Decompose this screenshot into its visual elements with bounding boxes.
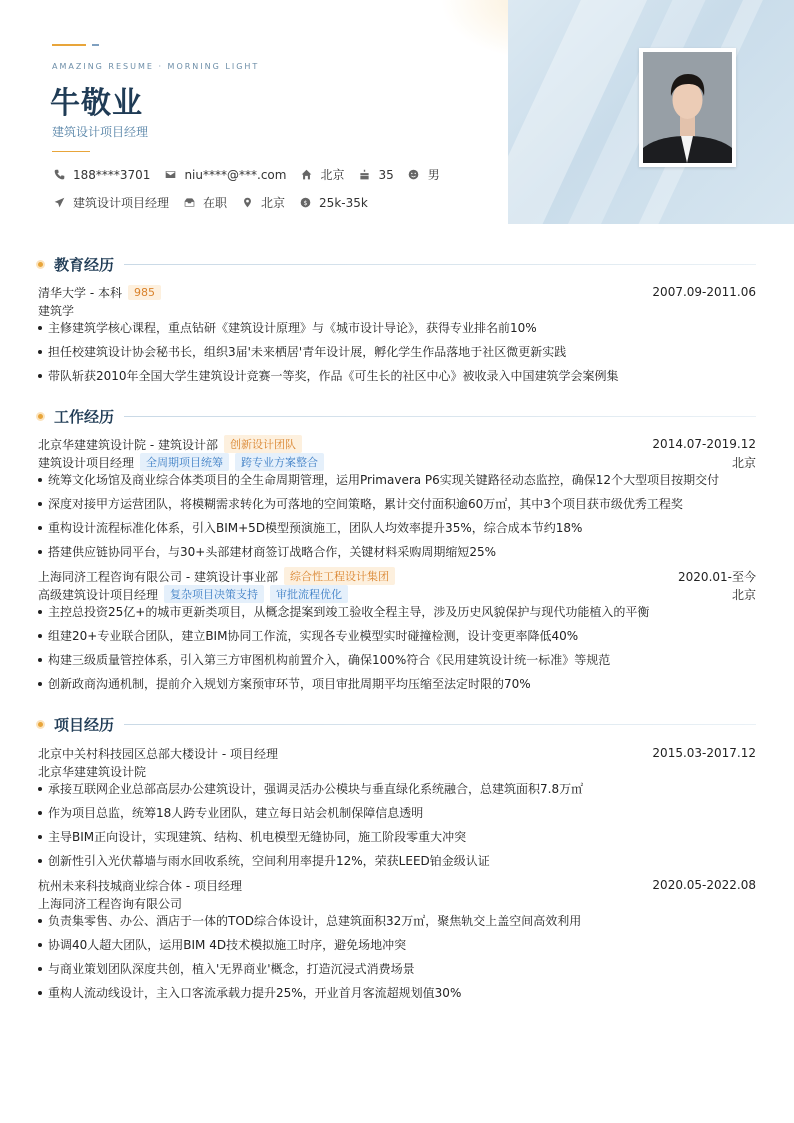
project-entry <box>38 744 756 876</box>
list-item: 搭建供应链协同平台，与30+头部建材商签订战略合作，关键材料采购周期缩短25% <box>38 543 756 567</box>
list-item: 主导BIM正向设计，实现建筑、结构、机电模型无缝协同，施工阶段零重大冲突 <box>38 828 756 852</box>
project-date: 2015.03-2017.12 <box>652 746 756 760</box>
status-item <box>182 194 227 211</box>
school-name: 清华大学 - 本科 <box>38 285 122 300</box>
work-entry <box>38 567 756 699</box>
section-dot <box>36 720 45 729</box>
company-tag: 综合性工程设计集团 <box>284 567 395 585</box>
job-location: 北京 <box>731 455 756 470</box>
candidate-name: 牛敬业 <box>50 86 143 121</box>
section-dot <box>36 260 45 269</box>
list-item: 主控总投资25亿+的城市更新类项目，从概念提案到竣工验收全程主导，涉及历史风貌保护与现代功能植入的平衡 <box>38 603 756 627</box>
salary-item <box>298 196 368 210</box>
education-section-header <box>36 254 756 275</box>
list-item: 作为项目总监，统筹18人跨专业团队，建立每日站会机制保障信息透明 <box>38 804 756 828</box>
candidate-title: 建筑设计项目经理 <box>52 125 149 139</box>
job-position: 高级建筑设计项目经理 <box>38 587 159 602</box>
city-text: 北京 <box>320 168 345 182</box>
title-underline <box>52 151 90 152</box>
status-text: 在职 <box>203 196 228 210</box>
intent-city-text: 北京 <box>261 196 286 210</box>
company-name: 上海同济工程咨询有限公司 - 建筑设计事业部 <box>38 569 278 584</box>
list-item: 创新性引入光伏幕墙与雨水回收系统，空间利用率提升12%，荣获LEED铂金级认证 <box>38 852 756 876</box>
job-location: 北京 <box>731 587 756 602</box>
skill-tag: 复杂项目决策支持 <box>164 585 264 603</box>
job-date: 2020.01-至今 <box>678 569 756 584</box>
cake-icon <box>357 168 371 182</box>
svg-text:$: $ <box>303 199 308 207</box>
section-divider <box>124 416 756 417</box>
work-section-header <box>36 406 756 427</box>
project-entry <box>38 876 756 1008</box>
list-item: 深度对接甲方运营团队，将模糊需求转化为可落地的空间策略，累计交付面积逾60万㎡，其中3个项目获市级优秀工程奖 <box>38 495 756 519</box>
list-item: 构建三级质量管控体系，引入第三方审图机构前置介入，确保100%符合《民用建筑设计统一标准》等规范 <box>38 651 756 675</box>
email-item <box>163 168 286 182</box>
list-item: 统筹文化场馆及商业综合体类项目的全生命周期管理，运用Primavera P6实现关键路径动态监控，确保12个大型项目按期交付 <box>38 471 756 495</box>
age-text: 35 <box>378 167 394 182</box>
phone-icon <box>52 168 66 182</box>
education-entry <box>38 283 756 391</box>
section-divider <box>124 724 756 725</box>
list-item: 协调40人超大团队，运用BIM 4D技术模拟施工时序，避免场地冲突 <box>38 936 756 960</box>
resume-header <box>0 0 794 224</box>
mail-icon <box>163 168 177 182</box>
skill-tag: 审批流程优化 <box>270 585 348 603</box>
project-org: 北京华建建筑设计院 <box>38 764 147 779</box>
list-item: 与商业策划团队深度共创，植入'无界商业'概念，打造沉浸式消费场景 <box>38 960 756 984</box>
location-icon <box>240 196 254 210</box>
profile-photo <box>643 52 732 163</box>
school-tag: 985 <box>128 285 161 300</box>
work-entry <box>38 435 756 567</box>
project-date: 2020.05-2022.08 <box>652 878 756 892</box>
list-item: 重构设计流程标准化体系，引入BIM+5D模型预演施工，团队人均效率提升35%，综合成本节约18% <box>38 519 756 543</box>
section-title: 工作经历 <box>54 408 115 426</box>
list-item: 主修建筑学核心课程，重点钻研《建筑设计原理》与《城市设计导论》，获得专业排名前10% <box>38 319 756 343</box>
intent-position-item <box>52 194 169 211</box>
age-item <box>357 168 393 182</box>
job-date: 2014.07-2019.12 <box>652 437 756 451</box>
major: 建筑学 <box>38 303 75 318</box>
skill-tag: 跨专业方案整合 <box>235 453 324 471</box>
email-text: niu****@***.com <box>184 167 287 182</box>
section-divider <box>124 264 756 265</box>
contact-info-row <box>52 166 453 183</box>
phone-text: 188****3701 <box>73 167 151 182</box>
intent-city-item <box>240 194 285 211</box>
project-org: 上海同济工程咨询有限公司 <box>38 896 183 911</box>
education-date: 2007.09-2011.06 <box>652 285 756 299</box>
company-name: 北京华建建筑设计院 - 建筑设计部 <box>38 437 218 452</box>
money-icon <box>298 196 312 210</box>
list-item: 负责集零售、办公、酒店于一体的TOD综合体设计，总建筑面积32万㎡，聚焦轨交上盖空间高效利用 <box>38 912 756 936</box>
job-intent-row <box>52 194 381 211</box>
face-icon <box>407 168 421 182</box>
list-item: 带队斩获2010年全国大学生建筑设计竞赛一等奖，作品《可生长的社区中心》被收录入中国建筑学会案例集 <box>38 367 756 391</box>
decorative-lines <box>52 34 99 53</box>
section-title: 教育经历 <box>54 256 115 274</box>
skill-tag: 全周期项目统筹 <box>140 453 229 471</box>
list-item: 重构人流动线设计，主入口客流承载力提升25%，开业首月客流超规划值30% <box>38 984 756 1008</box>
city-item <box>299 166 344 183</box>
list-item: 承接互联网企业总部高层办公建筑设计，强调灵活办公模块与垂直绿化系统融合，总建筑面积7.8万㎡ <box>38 780 756 804</box>
intent-position-text: 建筑设计项目经理 <box>73 196 170 210</box>
section-title: 项目经历 <box>54 716 115 734</box>
profile-photo-frame <box>639 48 736 167</box>
project-name: 北京中关村科技园区总部大楼设计 - 项目经理 <box>38 746 278 761</box>
gender-item <box>407 166 440 183</box>
section-dot <box>36 412 45 421</box>
send-icon <box>52 196 66 210</box>
phone-item <box>52 168 150 182</box>
list-item: 创新政商沟通机制，提前介入规划方案预审环节，项目审批周期平均压缩至法定时限的70% <box>38 675 756 699</box>
list-item: 担任校建筑设计协会秘书长，组织3届'未来栖居'青年设计展，孵化学生作品落地于社区微更新实践 <box>38 343 756 367</box>
company-tag: 创新设计团队 <box>224 435 302 453</box>
tagline: AMAZING RESUME · MORNING LIGHT <box>52 62 260 71</box>
gender-text: 男 <box>427 168 440 182</box>
job-position: 建筑设计项目经理 <box>38 455 135 470</box>
inbox-icon <box>182 196 196 210</box>
project-name: 杭州未来科技城商业综合体 - 项目经理 <box>38 878 242 893</box>
home-icon <box>299 168 313 182</box>
list-item: 组建20+专业联合团队，建立BIM协同工作流，实现各专业模型实时碰撞检测，设计变更率降低40% <box>38 627 756 651</box>
project-section-header <box>36 714 756 735</box>
salary-text: 25k-35k <box>319 195 368 210</box>
